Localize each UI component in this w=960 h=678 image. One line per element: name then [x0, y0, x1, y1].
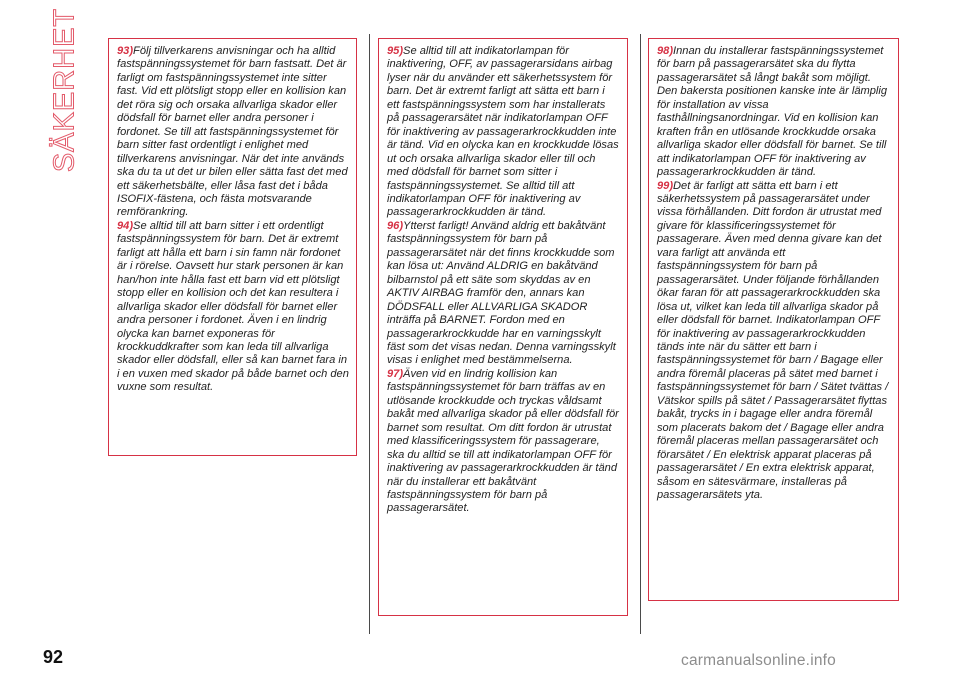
- warning-notes-column-3: [648, 38, 899, 601]
- warning-note-99: [657, 180, 891, 503]
- note-text: Innan du installerar fastspänningssystemet för barn på passagerarsätet ska du flytta passagerarsätet så långt bakåt som möjligt. Den bakersta positionen kanske inte är lämplig för installation av vissa fasthållningsanordningar. Vid en kollision kan kraften från en utlösande krockkudde orsaka allvarliga skador eller dödsfall för barnet. Se till att indikatorlampan OFF för inaktivering av passagerarkrockkudden är tänd.: [657, 45, 888, 179]
- note-number: 98): [657, 45, 674, 57]
- note-text: Ytterst farligt! Använd aldrig ett bakåtvänt fastspänningssystem för barn på passagerarsätet när det finns krockkudde som kan lösa ut: Använd ALDRIG en bakåtvänd bilbarnstol på ett säte som skyddas av en AKTIV AIRBAG framför den, annars kan DÖDSFALL eller ALLVARLIGA SKADOR inträffa på BARNET. Fordon med en passagerarkrockkudde har en varningsskylt fäst som det visas nedan. Denna varningsskylt visas i enlighet med bestämmelserna.: [387, 219, 616, 367]
- warning-note-94: [117, 220, 349, 395]
- page-number: 92: [43, 647, 64, 667]
- note-number: 94): [117, 219, 134, 232]
- warning-notes-column-2: [378, 38, 628, 616]
- column-divider-1: [369, 34, 370, 634]
- warning-note-95: [387, 45, 620, 220]
- column-divider-2: [640, 34, 641, 634]
- note-number: 95): [387, 45, 404, 57]
- warning-note-97: [387, 368, 620, 516]
- note-text: Se alltid till att barn sitter i ett ordentligt fastspänningssystem för barn. Det är extremt farligt att hålla ett barn i sin famn när fordonet är i rörelse. Oavsett hur stark personen är kan han/hon inte hålla fast ett barn vid ett plötsligt stopp eller en kollision och det kan resultera i allvarliga skador eller dödsfall för barnet eller andra personer i fordonet. Även i en lindrig olycka kan barnet exponeras för krockkuddkrafter som kan leda till allvarliga skador eller dödsfall, eller så kan barnet fara in i en vuxen med skador på både barnet och den vuxne som resultat.: [117, 219, 349, 394]
- section-title: [40, 7, 90, 173]
- warning-note-96: [387, 220, 620, 368]
- note-text: Det är farligt att sätta ett barn i ett säkerhetssystem på passagerarsätet under vissa förhållanden. Ditt fordon är utrustat med givare för klassificeringssystemet för passagerare. Även med denna givare kan det vara farligt att använda ett fastspänningssystem för barn på passagerarsätet. Under följande förhållanden ökar faran för att passagerarkrockkudden ska lösa ut, vilket kan leda till allvarliga skador på eller dödsfall för barnet. Indikatorlampan OFF för inaktivering av passagerarkrockkudden tänds inte när du sätter ett barn i fastspänningssystemet för barn / Bagage eller andra föremål placeras på sätet med barnet i fastspänningssystemet för barn / Sätet tvättas / Vätskor spills på sätet / Passagerarsätet flyttas bakåt, trycks in i bagage eller andra föremål som placerats bakom det / Bagage eller andra föremål placeras mellan passagerarsätet och förarsätet / En elektrisk apparat placeras på passagerarsätet / En extra elektrisk apparat, såsom en sätesvärmare, installeras på passagerarsätets yta.: [657, 179, 889, 501]
- note-number: 99): [657, 179, 674, 192]
- note-text: Följ tillverkarens anvisningar och ha alltid fastspänningssystemet för barn fastsatt. Det är farligt om fastspänningssystemet inte sitter fast. Vid ett plötsligt stopp eller en kollision kan det röra sig och orsaka allvarliga skador eller dödsfall för barnet eller andra personer i fordonet. Se till att fastspänningssystemet för barn sitter fast ordentligt i enlighet med tillverkarens anvisningar. När det inte används ska du ta ut det ur bilen eller sätta fast det med ett säkerhetsbälte, eller låsa fast det i båda ISOFIX-fästena, och fästa motsvarande remförankring.: [117, 45, 348, 219]
- watermark: carmanualsonline.info: [681, 652, 836, 669]
- section-title-text: SÄKERHET: [48, 7, 81, 173]
- note-text: Se alltid till att indikatorlampan för inaktivering, OFF, av passagerarsidans airbag lyser när du använder ett säkerhetssystem för barn. Det är extremt farligt att sätta ett barn i ett fastspänningssystem som har installerats på passagerarsätet när indikatorlampan OFF för inaktivering av passagerarkrockkudden inte är tänd. Vid en olycka kan en krockkudde lösas ut och orsaka allvarliga skador eller till och med dödsfall för barnet som sitter i fastspänningssystemet. Se alltid till att indikatorlampan OFF för inaktivering av passagerarkrockkudden är tänd.: [387, 45, 619, 219]
- note-number: 93): [117, 45, 134, 57]
- warning-note-93: [117, 45, 349, 220]
- warning-notes-column-1: [108, 38, 357, 456]
- note-text: Även vid en lindrig kollision kan fastspänningssystemet för barn träffas av en utlösande krockkudde och tryckas våldsamt bakåt med allvarliga skador på eller dödsfall för barnet som resultat. Om ditt fordon är utrustat med klassificeringssystem för passagerare, ska du alltid se till att indikatorlampan OFF för inaktivering av passagerarkrockkudden är tänd när du installerar ett bakåtvänt fastspänningssystem för barn på passagerarsätet.: [387, 367, 619, 515]
- warning-note-98: [657, 45, 891, 180]
- note-number: 97): [387, 367, 404, 380]
- note-number: 96): [387, 219, 404, 232]
